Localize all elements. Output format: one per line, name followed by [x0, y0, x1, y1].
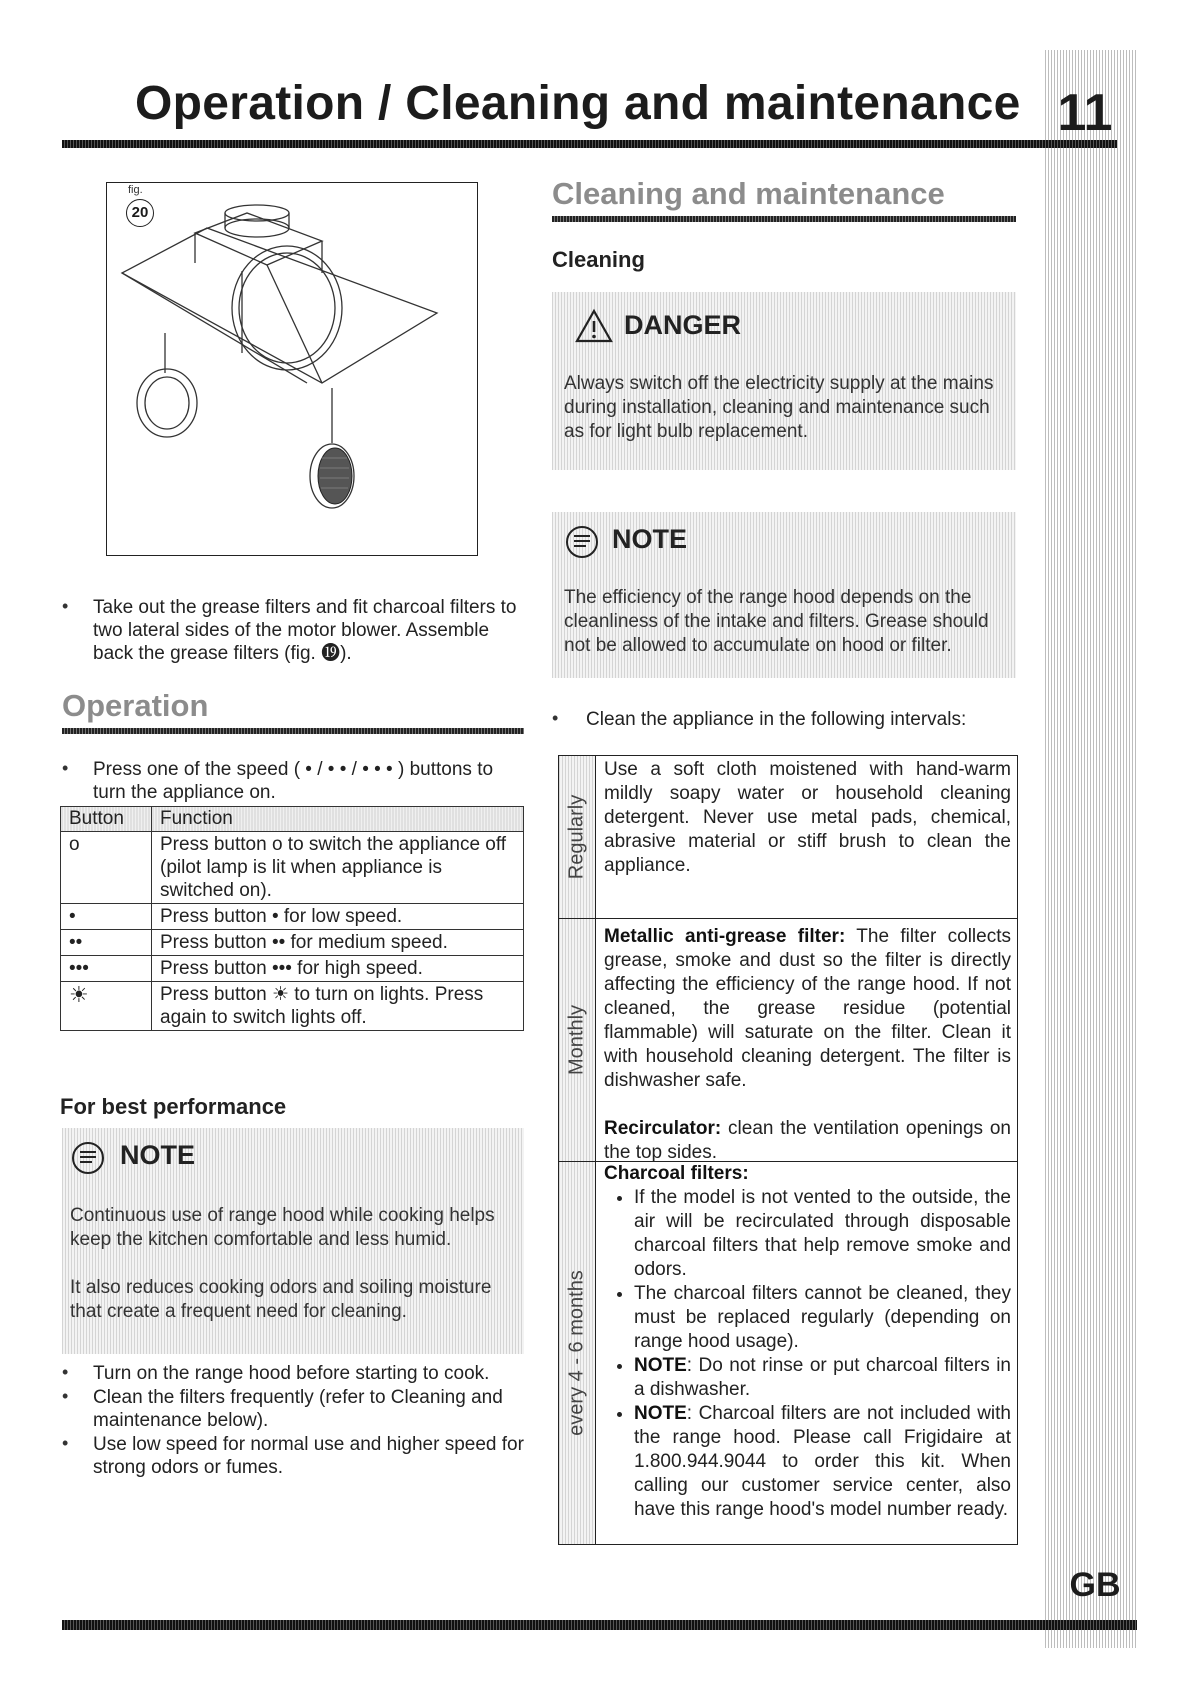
note-box-right — [552, 512, 1016, 678]
list-item-text: : Charcoal filters are not included with the range hood. Please call Frigidaire at 1.800.944.9044 to order this kit. When calling our customer service center, also have this range hood's model number ready. — [634, 1403, 1011, 1520]
list-item-text: : Do not rinse or put charcoal filters in a dishwasher. — [634, 1355, 1011, 1400]
function-cell: Press button ☀ to turn on lights. Press again to switch lights off. — [152, 982, 524, 1031]
note-word: NOTE — [634, 1403, 687, 1424]
interval-content — [596, 1162, 1017, 1544]
function-cell: Press button o to switch the appliance off (pilot lamp is lit when appliance is switched on). — [152, 832, 524, 904]
bullet-icon: • — [62, 596, 69, 616]
button-function-table-wrap — [60, 806, 524, 1031]
list-item — [634, 1402, 1011, 1522]
operation-heading: Operation — [62, 688, 209, 723]
button-function-table — [60, 806, 524, 1031]
button-cell: o — [61, 832, 152, 904]
best-performance-heading: For best performance — [60, 1094, 287, 1119]
header-rule — [62, 140, 1117, 148]
list-item — [634, 1354, 1011, 1402]
table-row — [61, 904, 524, 930]
metallic-filter-text: The filter collects grease, smoke and dust so the filter is directly affecting the efficiency of the range hood. If not cleaned, the grease residue (potential flammable) will saturate on the filter. Clean it with household cleaning detergent. The filter is dishwasher safe. — [604, 926, 1011, 1091]
note-heading: NOTE — [120, 1140, 196, 1170]
page-number: 11 — [1057, 84, 1113, 142]
interval-content — [596, 756, 1017, 918]
button-cell: ••• — [61, 956, 152, 982]
note-heading: NOTE — [612, 524, 688, 554]
danger-text: Always switch off the electricity supply at the mains during installation, cleaning and maintenance such as for light bulb replacement. — [564, 373, 994, 442]
recirculator-title: Recirculator: — [604, 1118, 722, 1139]
range-hood-illustration — [107, 183, 477, 555]
tip-item: Use low speed for normal use and higher speed for strong odors or fumes. — [93, 1434, 524, 1478]
interval-row-charcoal — [559, 1162, 1017, 1544]
interval-label — [559, 756, 596, 918]
charcoal-filter-title: Charcoal filters: — [604, 1163, 749, 1184]
language-tag: GB — [1069, 1566, 1121, 1604]
interval-label — [559, 1162, 596, 1544]
note-paragraph-2: It also reduces cooking odors and soiling moisture that create a frequent need for cleaning. — [70, 1277, 492, 1322]
table-row — [61, 956, 524, 982]
tip-item: Turn on the range hood before starting to cook. — [93, 1363, 490, 1384]
cleaning-subheading: Cleaning — [552, 247, 645, 272]
cleaning-intervals-table — [558, 755, 1018, 1545]
figure-label: fig. — [128, 184, 143, 196]
bullet-icon: • — [552, 708, 559, 728]
recirculator-text: clean the ventilation openings on the top sides. — [604, 1118, 1011, 1163]
intervals-intro: Clean the appliance in the following intervals: — [586, 709, 967, 730]
interval-label-text: Regularly — [565, 794, 588, 880]
interval-row-monthly — [559, 919, 1017, 1162]
page-title: Operation / Cleaning and maintenance — [135, 77, 1021, 130]
table-header-button: Button — [61, 807, 152, 832]
function-cell: Press button • for low speed. — [152, 904, 524, 930]
bullet-icon: • — [62, 758, 69, 778]
table-row — [61, 982, 524, 1031]
side-stripe-decoration — [1045, 50, 1137, 1648]
button-cell: •• — [61, 930, 152, 956]
interval-content — [596, 919, 1017, 1161]
table-header-function: Function — [152, 807, 524, 832]
danger-heading: DANGER — [624, 310, 742, 340]
list-item: • The charcoal filters cannot be cleaned, they must be replaced regularly (depending on range hood usage). — [634, 1282, 1011, 1354]
note-text: The efficiency of the range hood depends on the cleanliness of the intake and filters. Grease should not be allowed to accumulate on hood or filter. — [564, 587, 989, 656]
bullet-icon: • — [62, 1433, 69, 1453]
interval-label-text: every 4 - 6 months — [565, 1270, 588, 1436]
operation-rule — [62, 728, 524, 734]
bullet-icon: • — [62, 1362, 69, 1382]
metallic-filter-title: Metallic anti-grease filter: — [604, 926, 846, 947]
interval-row-regularly — [559, 756, 1017, 919]
warning-icon — [574, 308, 614, 349]
note-paragraph-1: Continuous use of range hood while cooking helps keep the kitchen comfortable and less humid. — [70, 1205, 495, 1250]
figure-number: 20 — [126, 199, 154, 227]
note-word: NOTE — [634, 1355, 687, 1376]
light-icon: ☀ — [61, 982, 152, 1031]
figure-frame — [106, 182, 478, 556]
button-cell: • — [61, 904, 152, 930]
interval-label — [559, 919, 596, 1161]
danger-box — [552, 292, 1016, 470]
table-row — [61, 930, 524, 956]
cleaning-rule — [552, 216, 1016, 222]
filter-instruction: Take out the grease filters and fit charcoal filters to two lateral sides of the motor blower. Assemble back the grease filters (fig. ⓳). — [93, 597, 517, 664]
note-icon — [70, 1140, 106, 1181]
function-cell: Press button ••• for high speed. — [152, 956, 524, 982]
cleaning-maintenance-heading: Cleaning and maintenance — [552, 176, 945, 211]
note-box-left — [62, 1128, 524, 1354]
footer-rule — [62, 1620, 1137, 1630]
list-item: • If the model is not vented to the outside, the air will be recirculated through disposable charcoal filters that help remove smoke and odors. — [634, 1186, 1011, 1282]
regularly-text: Use a soft cloth moistened with hand-warm mildly soapy water or household cleaning detergent. Never use metal pads, chemical, abrasive material or stiff brush to clean the appliance. — [604, 759, 1011, 876]
interval-label-text: Monthly — [565, 1004, 588, 1076]
bullet-icon: • — [62, 1386, 69, 1406]
note-icon — [564, 524, 600, 565]
tip-item: Clean the filters frequently (refer to Cleaning and maintenance below). — [93, 1387, 503, 1431]
function-cell: Press button •• for medium speed. — [152, 930, 524, 956]
table-row — [61, 832, 524, 904]
press-instruction: Press one of the speed ( • / • • / • • • ) buttons to turn the appliance on. — [93, 759, 494, 803]
